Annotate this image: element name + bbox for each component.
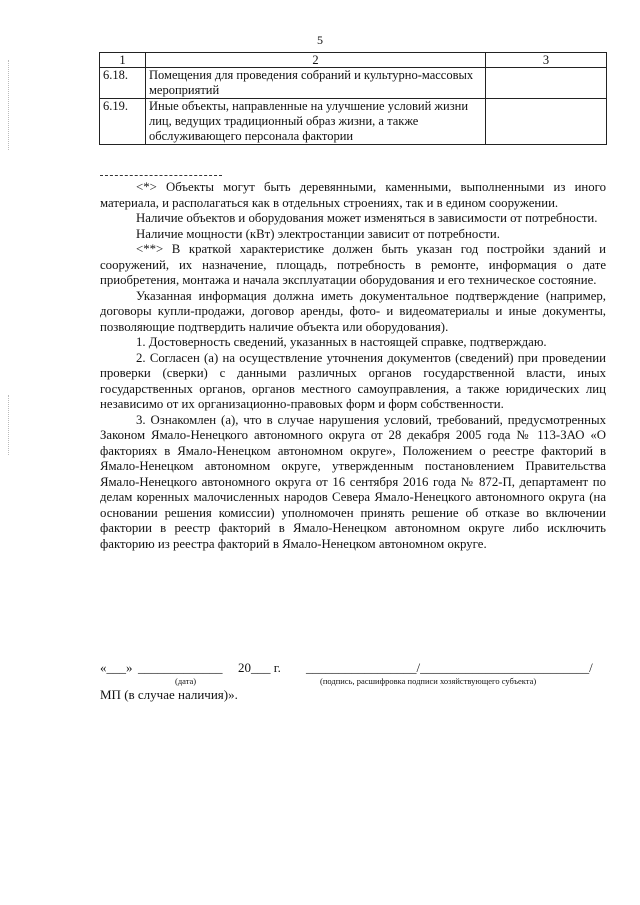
table-header-cell: 1 xyxy=(100,53,146,68)
note-equipment: Наличие объектов и оборудования может изменяться в зависимости от потребности. xyxy=(136,211,598,225)
table-header-cell: 2 xyxy=(146,53,486,68)
document-body xyxy=(100,180,606,552)
seal-note: МП (в случае наличия)». xyxy=(100,687,238,702)
footnote-separator xyxy=(100,175,222,176)
objects-table xyxy=(99,52,607,145)
date-caption: (дата) xyxy=(175,676,197,686)
table-header-cell: 3 xyxy=(486,53,607,68)
table-row xyxy=(100,99,607,145)
table-header-row xyxy=(100,53,607,68)
row-number: 6.18. xyxy=(100,68,146,99)
table-row xyxy=(100,68,607,99)
date-year: 20___ г. xyxy=(238,660,281,675)
row-text: Иные объекты, направленные на улучшение условий жизни лиц, ведущих традиционный образ жизни, а также обслуживающего персонала фактории xyxy=(146,99,486,145)
footnote-characteristics: <**> В краткой характеристике должен быть указан год постройки зданий и сооружений, их назначение, площадь, потребность в ремонте, информация о дате приобретения, монтажа и начала эксплуатации оборудования и его техническое состояние. xyxy=(100,242,606,287)
date-month-field: _____________ xyxy=(138,660,223,675)
statement-3: 3. Ознакомлен (а), что в случае нарушения условий, требований, предусмотренных Законом Ямало-Ненецкого автономного округа от 28 декабря 2005 года № 113-ЗАО «О факториях в Ямало-Ненецком автономном округе», Положением о реестре факторий в Ямало-Ненецком автономном округе, утвержденным постановлением Правительства Ямало-Ненецкого автономного округа от 16 сентября 2016 года № 872-П, департамент по делам коренных малочисленных народов Севера Ямало-Ненецкого автономного округа (на основании решения комиссии) уполномочен принять решение об отказе во включении фактории в реестр факторий в Ямало-Ненецком автономном округе либо исключить факторию из реестра факторий в Ямало-Ненецком автономном округе. xyxy=(100,412,606,551)
row-number: 6.19. xyxy=(100,99,146,145)
footnote-objects: <*> Объекты могут быть деревянными, каменными, выполненными из иного материала, и располагаться как в отдельных строениях, так и в едином сооружении. xyxy=(100,180,606,210)
scan-edge-mark xyxy=(8,60,10,150)
date-day-field: «___» xyxy=(100,660,133,675)
row-value xyxy=(486,68,607,99)
signature-row xyxy=(100,660,606,676)
row-text: Помещения для проведения собраний и культурно-массовых мероприятий xyxy=(146,68,486,99)
row-value xyxy=(486,99,607,145)
signature-caption: (подпись, расшифровка подписи хозяйствующего субъекта) xyxy=(320,676,537,686)
statement-1: 1. Достоверность сведений, указанных в настоящей справке, подтверждаю. xyxy=(136,335,547,349)
signature-field: _________________/__________________________/ xyxy=(306,660,593,675)
note-power: Наличие мощности (кВт) электростанции зависит от потребности. xyxy=(136,226,500,241)
statement-2: 2. Согласен (а) на осуществление уточнения документов (сведений) при проведении проверки (сверки) с данными различных органов государственной власти, иных государственных органов, органов местного самоуправления, а также юридических лиц независимо от их организационно-правовых форм и форм собственности. xyxy=(100,350,606,411)
note-confirmation: Указанная информация должна иметь документальное подтверждение (например, договоры купли-продажи, договор аренды, фото- и видеоматериалы и иные документы, позволяющие подтвердить наличие объекта или оборудования). xyxy=(100,288,606,334)
scan-edge-mark xyxy=(8,395,10,455)
page-number: 5 xyxy=(317,33,323,47)
